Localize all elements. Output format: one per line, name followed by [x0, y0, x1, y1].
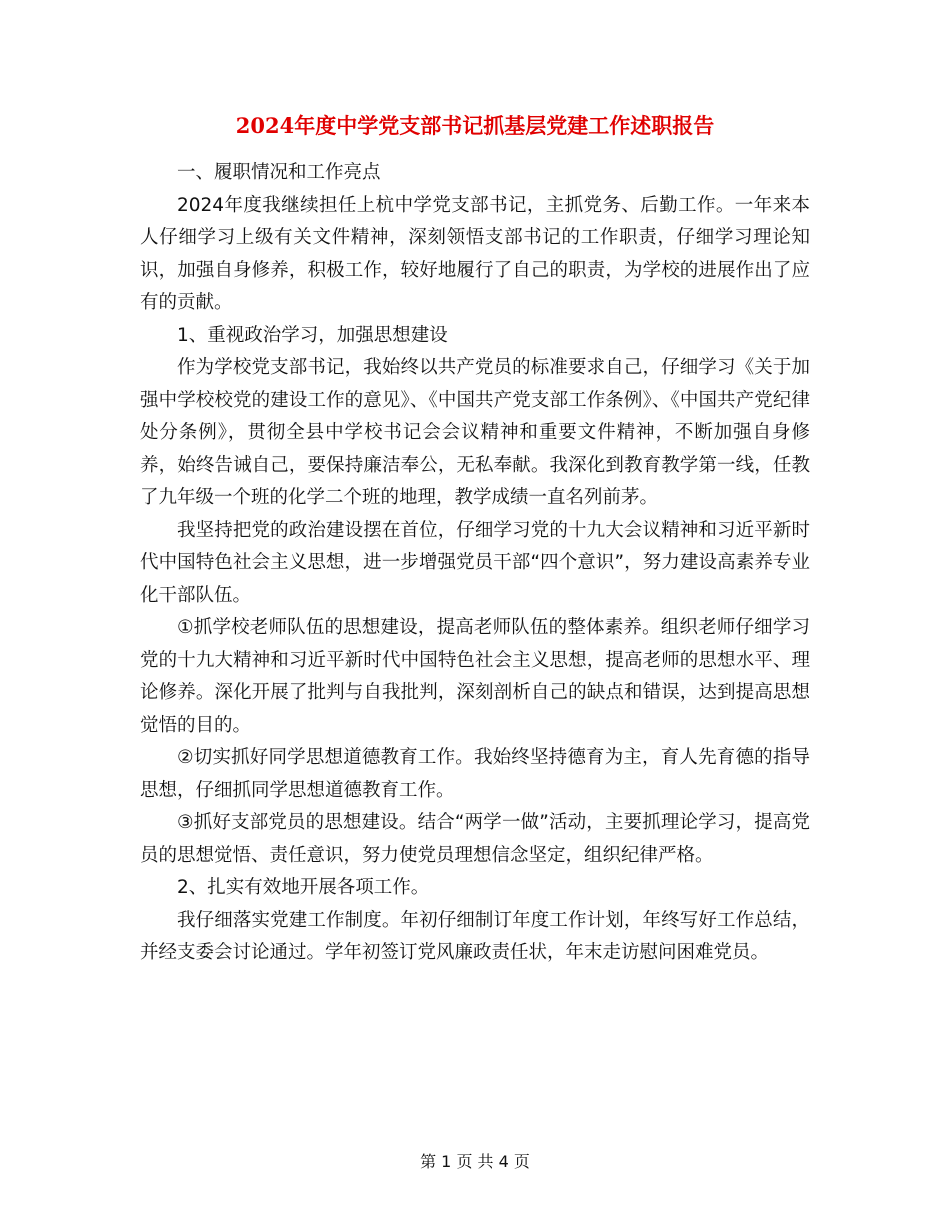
body-paragraph: 我坚持把党的政治建设摆在首位，仔细学习党的十九大会议精神和习近平新时代中国特色社会主义思想，进一步增强党员干部“四个意识”，努力建设高素养专业化干部队伍。 [140, 519, 810, 606]
document-title: 2024年度中学党支部书记抓基层党建工作述职报告 [235, 113, 715, 138]
list-item-paragraph: ③抓好支部党员的思想建设。结合“两学一做”活动，主要抓理论学习，提高党员的思想觉悟、责任意识，努力使党员理想信念坚定，组织纪律严格。 [140, 812, 810, 866]
page-number-footer: 第 1 页 共 4 页 [420, 1152, 530, 1171]
body-paragraph: 我仔细落实党建工作制度。年初仔细制订年度工作计划，年终写好工作总结，并经支委会讨论通过。学年初签订党风廉政责任状，年末走访慰问困难党员。 [140, 909, 810, 963]
section-heading: 一、履职情况和工作亮点 [177, 162, 381, 183]
list-item-paragraph: ①抓学校老师队伍的思想建设，提高老师队伍的整体素养。组织老师仔细学习党的十九大精神和习近平新时代中国特色社会主义思想，提高老师的思想水平、理论修养。深化开展了批判与自我批判，深刻剖析自己的缺点和错误，达到提高思想觉悟的目的。 [140, 617, 810, 736]
subsection-heading: 1、重视政治学习，加强思想建设 [177, 324, 448, 346]
body-paragraph: 2024年度我继续担任上杭中学党支部书记，主抓党务、后勤工作。一年来本人仔细学习上级有关文件精神，深刻领悟支部书记的工作职责，仔细学习理论知识，加强自身修养，积极工作，较好地履行了自己的职责，为学校的进展作出了应有的贡献。 [140, 194, 810, 313]
document-body [140, 157, 810, 970]
body-paragraph: 作为学校党支部书记，我始终以共产党员的标准要求自己，仔细学习《关于加强中学校校党的建设工作的意见》、《中国共产党支部工作条例》、《中国共产党纪律处分条例》，贯彻全县中学校书记会会议精神和重要文件精神，不断加强自身修养，始终告诫自己，要保持廉洁奉公，无私奉献。我深化到教育教学第一线，任教了九年级一个班的化学二个班的地理，教学成绩一直名列前茅。 [140, 357, 810, 508]
subsection-heading: 2、扎实有效地开展各项工作。 [177, 877, 430, 898]
list-item-paragraph: ②切实抓好同学思想道德教育工作。我始终坚持德育为主，育人先育德的指导思想，仔细抓同学思想道德教育工作。 [140, 747, 810, 801]
